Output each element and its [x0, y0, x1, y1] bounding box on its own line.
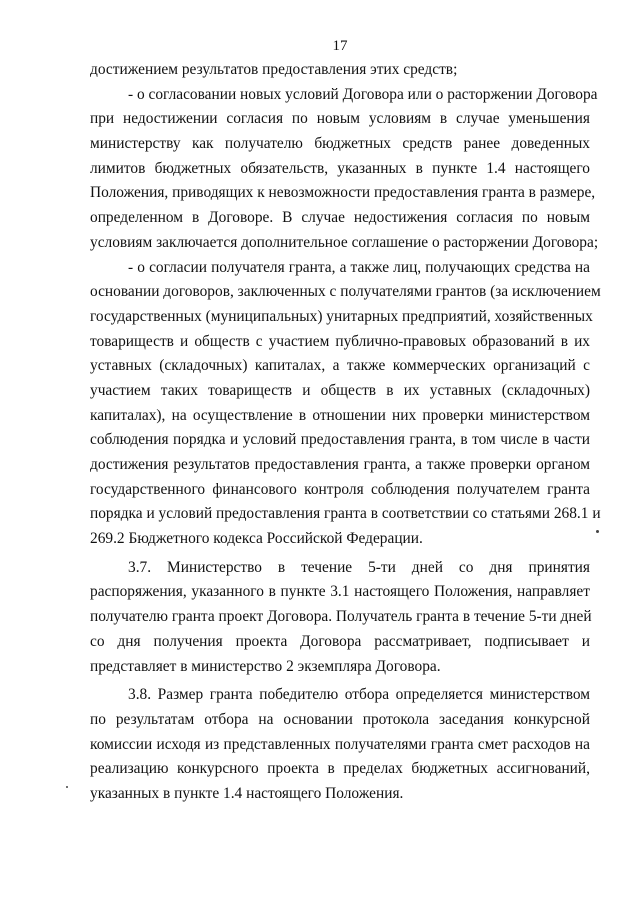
paragraph [90, 58, 590, 83]
page-number: 17 [332, 38, 348, 54]
text-line: 3.8. Размер гранта победителю отбора определяется министерством [128, 686, 590, 704]
scan-speck [66, 786, 68, 788]
text-line: государственного финансового контроля соблюдения получателем гранта [90, 480, 590, 498]
text-line: - о согласовании новых условий Договора или о расторжении Договора [128, 85, 598, 103]
text-line: государственных (муниципальных) унитарных предприятий, хозяйственных [90, 307, 593, 325]
text-line: условиям заключается дополнительное соглашение о расторжении Договора; [90, 233, 599, 251]
text-line: 269.2 Бюджетного кодекса Российской Федерации. [90, 530, 423, 548]
document-body [90, 58, 601, 807]
text-line: уставных (складочных) капиталах, а также коммерческих организаций с [90, 357, 590, 375]
text-line: основании договоров, заключенных с получателями грантов (за исключением [90, 283, 601, 301]
text-line: по результатам отбора на основании протокола заседания конкурсной [90, 710, 590, 728]
text-line: товариществ и обществ с участием публично-правовых образований в их [90, 332, 590, 350]
text-line: соблюдения порядка и условий предоставления гранта, в том числе в части [90, 431, 590, 449]
text-line: получателю гранта проект Договора. Получатель гранта в течение 5-ти дней [90, 608, 592, 626]
text-line: участием таких товариществ и обществ в их уставных (складочных) [90, 381, 590, 399]
text-line: 3.7. Министерство в течение 5-ти дней со дня принятия [128, 558, 590, 576]
text-line: министерству как получателю бюджетных средств ранее доведенных [90, 135, 590, 153]
text-line: определенном в Договоре. В случае недостижения согласия по новым [90, 209, 590, 227]
text-line: капиталах), на осуществление в отношении них проверки министерством [90, 406, 590, 424]
paragraph [90, 556, 590, 679]
text-line: порядка и условий предоставления гранта в соответствии со статьями 268.1 и [90, 505, 601, 523]
text-line: лимитов бюджетных обязательств, указанных в пункте 1.4 настоящего [90, 159, 590, 177]
scan-speck [596, 530, 599, 533]
paragraph [90, 683, 590, 806]
document-page [90, 0, 601, 905]
paragraph [90, 83, 599, 256]
text-line: представляет в министерство 2 экземпляра Договора. [90, 657, 441, 675]
text-line: указанных в пункте 1.4 настоящего Положения. [90, 784, 404, 802]
text-line: распоряжения, указанного в пункте 3.1 настоящего Положения, направляет [90, 583, 590, 601]
text-line: достижением результатов предоставления этих средств; [90, 61, 458, 78]
text-line: при недостижении согласия по новым условиям в случае уменьшения [90, 110, 590, 128]
paragraph [90, 256, 601, 552]
text-line: реализацию конкурсного проекта в пределах бюджетных ассигнований, [90, 760, 590, 778]
text-line: Положения, приводящих к невозможности предоставления гранта в размере, [90, 184, 596, 202]
text-line: со дня получения проекта Договора рассматривает, подписывает и [90, 632, 590, 650]
text-line: - о согласии получателя гранта, а также лиц, получающих средства на [128, 258, 590, 276]
text-line: достижения результатов предоставления гранта, а также проверки органом [90, 456, 590, 473]
text-line: комиссии исходя из представленных получателями гранта смет расходов на [90, 735, 590, 753]
